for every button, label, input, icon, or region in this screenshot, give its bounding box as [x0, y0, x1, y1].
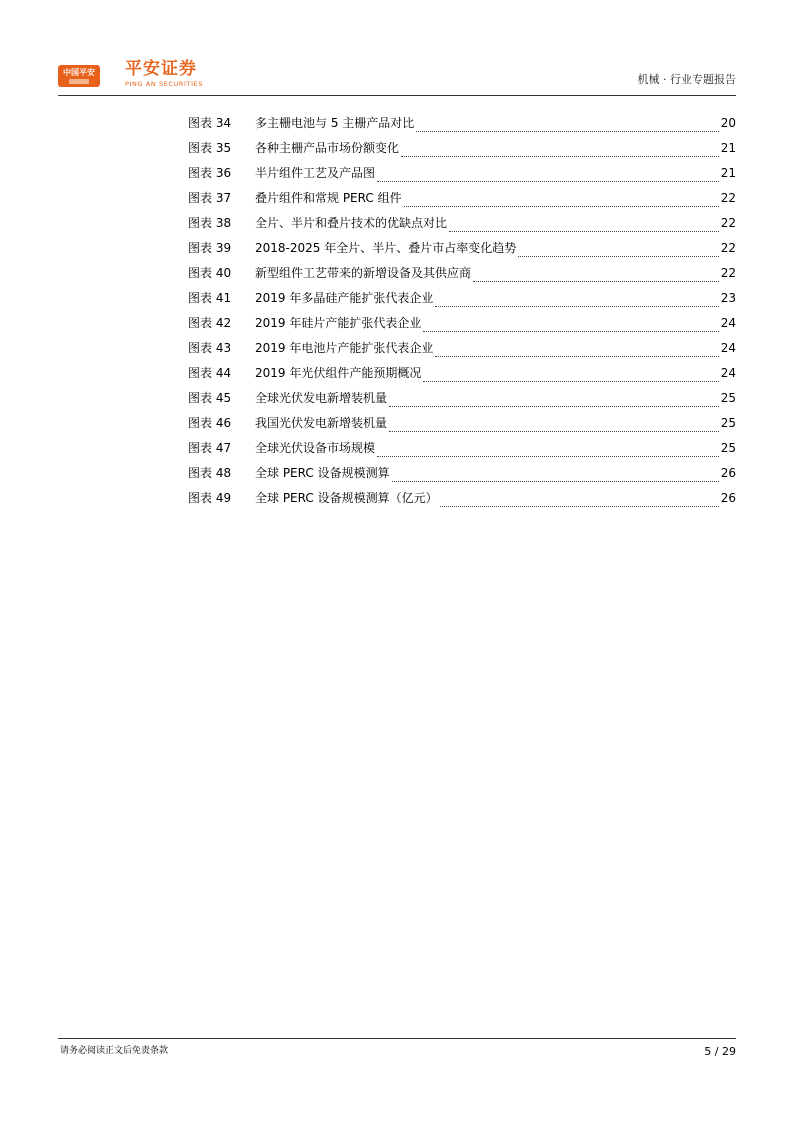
- toc-leader-dots: [423, 331, 718, 332]
- toc-entry-page[interactable]: 20: [720, 116, 736, 130]
- toc-entry-title[interactable]: 2018-2025 年全片、半片、叠片市占率变化趋势: [255, 241, 517, 255]
- toc-entry[interactable]: [188, 164, 736, 189]
- footer-divider: [58, 1038, 736, 1039]
- toc-leader-dots: [389, 431, 719, 432]
- toc-leader-dots: [389, 406, 719, 407]
- toc-entry-page[interactable]: 26: [720, 466, 736, 480]
- toc-entry-label: 图表 48: [188, 466, 232, 480]
- toc-entry-label: 图表 39: [188, 241, 232, 255]
- brand-name: 平安证券: [125, 59, 197, 79]
- toc-entry-label: 图表 46: [188, 416, 232, 430]
- toc-leader-dots: [401, 156, 719, 157]
- toc-leader-dots: [423, 381, 718, 382]
- toc-entry-label: 图表 35: [188, 141, 232, 155]
- toc-entry-label: 图表 44: [188, 366, 232, 380]
- toc-entry-page[interactable]: 21: [720, 141, 736, 155]
- page-number: 5 / 29: [704, 1045, 736, 1058]
- toc-entry[interactable]: [188, 139, 736, 164]
- toc-entry-page[interactable]: 25: [720, 416, 736, 430]
- toc-leader-dots: [392, 481, 719, 482]
- toc-leader-dots: [435, 306, 718, 307]
- toc-entry[interactable]: [188, 314, 736, 339]
- logo-badge-text: 中国平安: [63, 68, 95, 77]
- toc-entry-title[interactable]: 叠片组件和常规 PERC 组件: [255, 191, 402, 205]
- toc-entry-page[interactable]: 22: [720, 241, 736, 255]
- toc-entry-title[interactable]: 2019 年多晶硅产能扩张代表企业: [255, 291, 434, 305]
- toc-entry-title[interactable]: 全球 PERC 设备规模测算: [255, 466, 390, 480]
- toc-entry[interactable]: [188, 439, 736, 464]
- toc-entry[interactable]: [188, 189, 736, 214]
- logo-badge-stripe: [69, 79, 89, 84]
- toc-entry-label: 图表 34: [188, 116, 232, 130]
- toc-entry-label: 图表 37: [188, 191, 232, 205]
- toc-entry-label: 图表 49: [188, 491, 232, 505]
- toc-entry[interactable]: [188, 264, 736, 289]
- toc-entry-page[interactable]: 25: [720, 441, 736, 455]
- toc-entry[interactable]: [188, 389, 736, 414]
- toc-leader-dots: [416, 131, 718, 132]
- toc-entry-page[interactable]: 25: [720, 391, 736, 405]
- toc-leader-dots: [518, 256, 718, 257]
- toc-entry-page[interactable]: 26: [720, 491, 736, 505]
- header-divider: [58, 95, 736, 96]
- toc-entry-title[interactable]: 多主栅电池与 5 主栅产品对比: [255, 116, 415, 130]
- toc-entry-title[interactable]: 全球 PERC 设备规模测算（亿元）: [255, 491, 438, 505]
- toc-entry-label: 图表 36: [188, 166, 232, 180]
- toc-entry[interactable]: [188, 289, 736, 314]
- toc-entry-page[interactable]: 23: [720, 291, 736, 305]
- toc-leader-dots: [473, 281, 719, 282]
- toc-entry[interactable]: [188, 414, 736, 439]
- toc-entry-label: 图表 45: [188, 391, 232, 405]
- toc-entry-label: 图表 40: [188, 266, 232, 280]
- toc-leader-dots: [440, 506, 719, 507]
- toc-entry-page[interactable]: 24: [720, 341, 736, 355]
- toc-entry-label: 图表 43: [188, 341, 232, 355]
- toc-leader-dots: [449, 231, 719, 232]
- toc-entry-label: 图表 41: [188, 291, 232, 305]
- toc-entry-label: 图表 38: [188, 216, 232, 230]
- toc-entry[interactable]: [188, 464, 736, 489]
- toc-entry-page[interactable]: 21: [720, 166, 736, 180]
- toc-entry[interactable]: [188, 364, 736, 389]
- toc-entry-title[interactable]: 新型组件工艺带来的新增设备及其供应商: [255, 266, 472, 280]
- toc-entry-title[interactable]: 全球光伏设备市场规模: [255, 441, 376, 455]
- toc-entry-page[interactable]: 22: [720, 216, 736, 230]
- toc-entry-label: 图表 47: [188, 441, 232, 455]
- report-category: 机械 · 行业专题报告: [637, 73, 736, 86]
- toc-entry-page[interactable]: 22: [720, 191, 736, 205]
- toc-leader-dots: [435, 356, 718, 357]
- toc-entry-page[interactable]: 22: [720, 266, 736, 280]
- figure-index: [188, 114, 736, 514]
- toc-entry[interactable]: [188, 239, 736, 264]
- toc-entry-title[interactable]: 我国光伏发电新增装机量: [255, 416, 388, 430]
- toc-leader-dots: [377, 181, 719, 182]
- toc-entry-title[interactable]: 2019 年光伏组件产能预期概况: [255, 366, 422, 380]
- toc-leader-dots: [377, 456, 719, 457]
- toc-entry-title[interactable]: 全片、半片和叠片技术的优缺点对比: [255, 216, 448, 230]
- toc-leader-dots: [404, 206, 719, 207]
- toc-entry-title[interactable]: 半片组件工艺及产品图: [255, 166, 376, 180]
- toc-entry-title[interactable]: 2019 年电池片产能扩张代表企业: [255, 341, 434, 355]
- toc-entry-title[interactable]: 2019 年硅片产能扩张代表企业: [255, 316, 422, 330]
- toc-entry-page[interactable]: 24: [720, 366, 736, 380]
- toc-entry-title[interactable]: 各种主栅产品市场份额变化: [255, 141, 400, 155]
- toc-entry[interactable]: [188, 214, 736, 239]
- brand-subtitle: PING AN SECURITIES: [125, 80, 204, 88]
- toc-entry[interactable]: [188, 339, 736, 364]
- page-header: [58, 57, 736, 95]
- toc-entry[interactable]: [188, 489, 736, 514]
- toc-entry[interactable]: [188, 114, 736, 139]
- toc-entry-page[interactable]: 24: [720, 316, 736, 330]
- toc-entry-title[interactable]: 全球光伏发电新增装机量: [255, 391, 388, 405]
- footer-disclaimer: 请务必阅读正文后免责条款: [60, 1046, 169, 1056]
- toc-entry-label: 图表 42: [188, 316, 232, 330]
- ping-an-logo-icon: [58, 65, 100, 87]
